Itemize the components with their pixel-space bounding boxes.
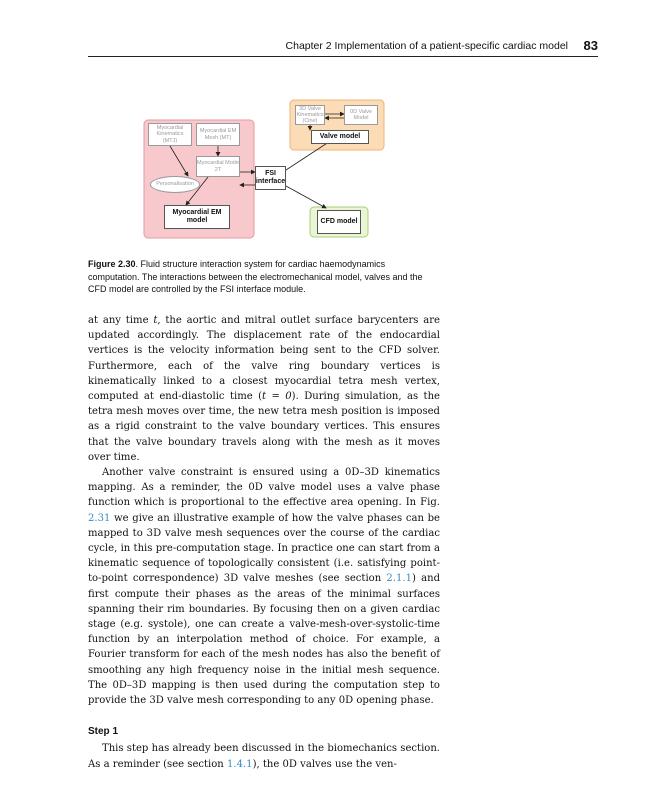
paragraph-2 xyxy=(88,465,440,708)
figure-reference-link[interactable]: 2.31 xyxy=(88,512,111,524)
personalisation-label: Personalisation xyxy=(156,181,194,188)
figure-caption-text: . Fluid structure interaction system for cardiac haemodynamics computation. The interactions between the electromechanical model, valves and the CFD model are controlled by the FSI interface module. xyxy=(88,259,423,294)
paragraph-1 xyxy=(88,313,440,465)
running-header xyxy=(88,38,598,57)
myocardial-kinematics-box xyxy=(148,123,192,146)
p1-text-b: , the aortic and mitral outlet surface barycenters are updated accordingly. The displacement rate of the endocardial vertices is the velocity information being sent to the CFD solver. Furthermore, each of the valve ring boundary vertices is kinematically linked to a closest myocardial tetra mesh vertex, computed at end-diastolic time ( xyxy=(88,315,440,403)
myocardial-em-model-label: Myocardial EM model xyxy=(172,209,222,224)
fsi-interface-label: FSI interface xyxy=(255,170,286,185)
fsi-diagram xyxy=(88,90,428,250)
fsi-interface-box xyxy=(255,166,286,190)
valve-0d-model-label: 0D Valve Model xyxy=(350,108,372,121)
myocardial-mode-label: Myocardial Mode 2T xyxy=(197,160,239,173)
arrow-fsi-to-cfd xyxy=(286,186,326,208)
figure-label: Figure 2.30 xyxy=(88,259,136,269)
myocardial-mode-box xyxy=(196,156,240,177)
step-heading: Step 1 xyxy=(88,726,119,738)
figure-caption xyxy=(88,258,438,296)
myocardial-em-model-box xyxy=(164,205,230,229)
p2-text-a: Another valve constraint is ensured using a 0D–3D kinematics mapping. As a reminder, the 0D valve model uses a valve phase function which is proportional to the effective area opening. In Fig. xyxy=(88,467,440,509)
valve-model-label: Valve model xyxy=(319,133,361,141)
personalisation-ellipse xyxy=(150,176,200,193)
valve-kinematics-box xyxy=(295,105,325,125)
p1-math: t = 0 xyxy=(262,391,292,403)
page-number: 83 xyxy=(583,38,598,53)
paragraph-3 xyxy=(88,741,440,771)
p1-text-c: ). During simulation, as the tetra mesh moves over time, the new tetra mesh position is imposed as a rigid constraint to the valve boundary vertices. This ensures that the valve boundary travels along with the mesh as it moves over time. xyxy=(88,391,440,463)
running-title: Chapter 2 Implementation of a patient-specific cardiac model xyxy=(285,40,568,52)
p2-text-b: we give an illustrative example of how the valve phases can be mapped to 3D valve mesh sequences over the course of the cardiac cycle, in this pre-computation stage. In practice one can start from a kinematic sequence of topologically consistent (i.e. satisfying point-to-point correspondence) 3D valve meshes (see section xyxy=(88,512,440,585)
valve-kinematics-label: 3D Valve Kinematics (Cine) xyxy=(296,105,324,125)
section-reference-link-2[interactable]: 1.4.1 xyxy=(226,758,253,770)
myocardial-em-mesh-box xyxy=(196,123,240,146)
cfd-model-box xyxy=(317,210,361,234)
body-text xyxy=(88,313,440,772)
p2-text-c: ) and first compute their phases as the areas of the minimal surfaces spanning their rim boundaries. By focusing then on a given cardiac stage (e.g. systole), one can create a valve-mesh-over-systolic-time function by an interpolation method of choice. For example, a Fourier transform for each of the mesh nodes has also the benefit of smoothing any high frequency noise in the initial mesh sequence. The 0D–3D mapping is then used during the computation step to provide the 3D valve mesh corresponding to any 0D opening phase. xyxy=(88,573,440,707)
p3-text-b: ), the 0D valves use the ven- xyxy=(252,758,397,770)
valve-0d-model-box xyxy=(344,105,378,125)
cfd-model-label: CFD model xyxy=(320,218,358,226)
p3-text-a: This step has already been discussed in the biomechanics section. As a reminder (see section xyxy=(88,743,440,770)
valve-model-box xyxy=(311,130,369,144)
myocardial-kinematics-label: Myocardial Kinematics (MTJ) xyxy=(156,125,184,144)
section-reference-link[interactable]: 2.1.1 xyxy=(386,573,412,585)
myocardial-em-mesh-label: Myocardial EM Mesh (MT) xyxy=(199,128,237,141)
p1-text-a: at any time xyxy=(88,315,154,326)
p1-variable: t xyxy=(153,315,158,326)
